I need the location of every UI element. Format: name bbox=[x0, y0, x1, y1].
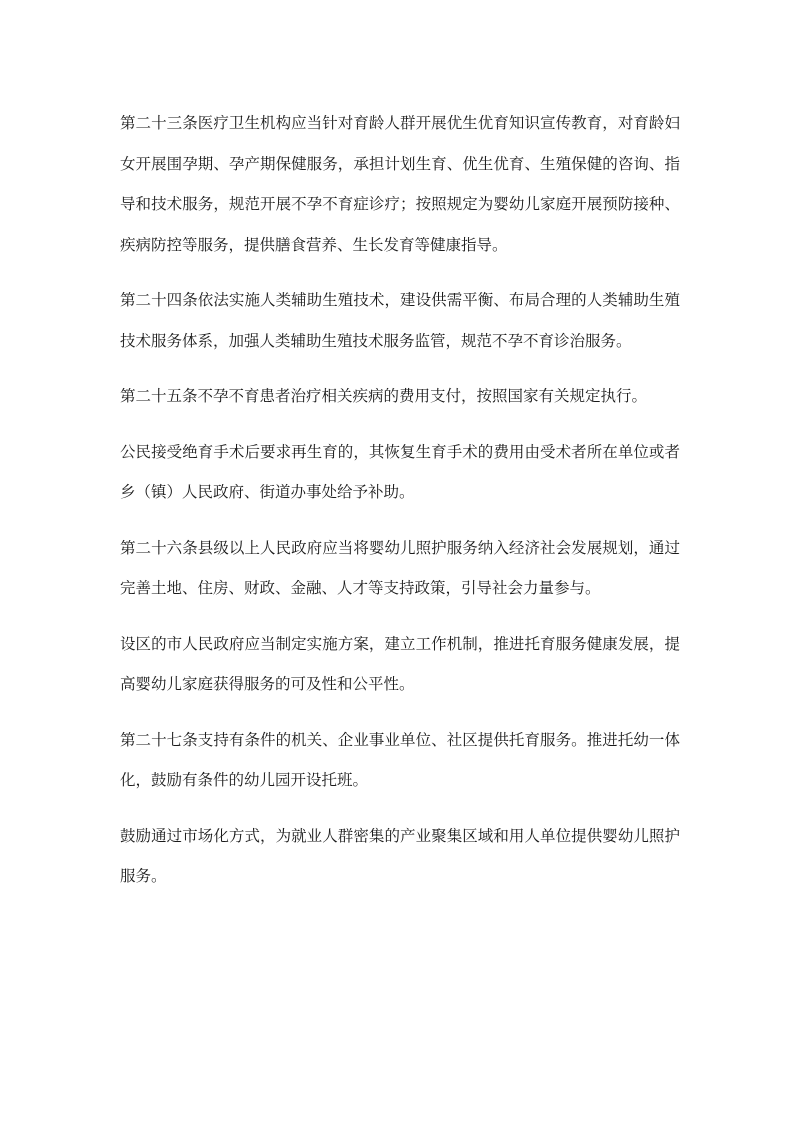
paragraph-article-27: 第二十七条支持有条件的机关、企业事业单位、社区提供托育服务。推进托幼一体化，鼓励有条件的幼儿园开设托班。 bbox=[120, 730, 680, 789]
paragraph-article-25: 第二十五条不孕不育患者治疗相关疾病的费用支付，按照国家有关规定执行。 bbox=[120, 387, 648, 405]
paragraph-article-26: 第二十六条县级以上人民政府应当将婴幼儿照护服务纳入经济社会发展规划，通过完善土地、住房、财政、金融、人才等支持政策，引导社会力量参与。 bbox=[120, 538, 680, 597]
paragraph-article-24: 第二十四条依法实施人类辅助生殖技术，建设供需平衡、布局合理的人类辅助生殖技术服务体系，加强人类辅助生殖技术服务监管，规范不孕不育诊治服务。 bbox=[120, 291, 680, 350]
paragraph-article-26-city-plan: 设区的市人民政府应当制定实施方案，建立工作机制，推进托育服务健康发展，提高婴幼儿家庭获得服务的可及性和公平性。 bbox=[120, 634, 680, 693]
paragraph-article-25-subsidy: 公民接受绝育手术后要求再生育的，其恢复生育手术的费用由受术者所在单位或者乡（镇）人民政府、街道办事处给予补助。 bbox=[120, 442, 680, 501]
paragraph-article-27-market: 鼓励通过市场化方式，为就业人群密集的产业聚集区域和用人单位提供婴幼儿照护服务。 bbox=[120, 826, 680, 885]
paragraph-article-23: 第二十三条医疗卫生机构应当针对育龄人群开展优生优育知识宣传教育，对育龄妇女开展围孕期、孕产期保健服务，承担计划生育、优生优育、生殖保健的咨询、指导和技术服务，规范开展不孕不育症诊疗；按照规定为婴幼儿家庭开展预防接种、疾病防控等服务，提供膳食营养、生长发育等健康指导。 bbox=[120, 114, 680, 254]
document-body bbox=[120, 103, 680, 912]
